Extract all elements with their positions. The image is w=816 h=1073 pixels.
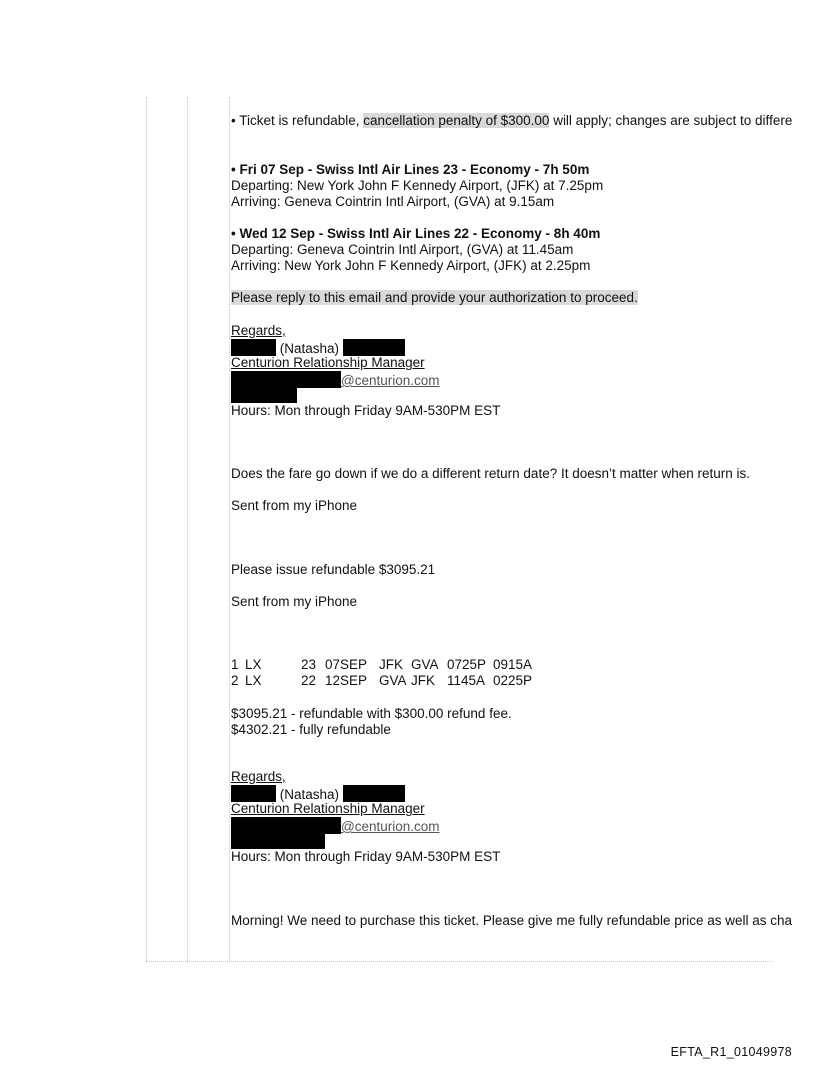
signature2-title: Centurion Relationship Manager (231, 801, 425, 816)
fare-option-refund-fee: $3095.21 - refundable with $300.00 refund fee. (231, 706, 512, 721)
flight1-heading: • Fri 07 Sep - Swiss Intl Air Lines 23 - Economy - 7h 50m (231, 162, 590, 177)
flight1-departing: Departing: New York John F Kennedy Airport, (JFK) at 7.25pm (231, 178, 604, 193)
redaction-block (343, 339, 405, 356)
itinerary-dep: 0725P (447, 657, 487, 672)
authorization-request (231, 290, 638, 306)
redaction-block (231, 387, 297, 403)
sent-from-iphone-1: Sent from my iPhone (231, 498, 358, 513)
flight2-arriving: Arriving: New York John F Kennedy Airport, (JFK) at 2.25pm (231, 258, 591, 273)
redaction-block (231, 817, 341, 834)
refund-note (231, 113, 792, 129)
redaction-block (231, 785, 276, 802)
itinerary-to: JFK (411, 673, 436, 688)
flight2-heading: • Wed 12 Sep - Swiss Intl Air Lines 22 - Economy - 8h 40m (231, 226, 601, 241)
itinerary-arr: 0225P (493, 673, 533, 688)
original-message: Morning! We need to purchase this ticket. Please give me fully refundable price as well as cha (231, 913, 793, 928)
itinerary-from: GVA (379, 673, 407, 688)
itinerary-from: JFK (379, 657, 404, 672)
itinerary-arr: 0915A (493, 657, 533, 672)
redaction-block (343, 785, 405, 802)
sent-from-iphone-2: Sent from my iPhone (231, 594, 358, 609)
itinerary-flight: 23 (301, 657, 317, 672)
itinerary-seq: 2 (231, 673, 239, 688)
thread-gutter-line-2 (187, 97, 188, 961)
reply-issue-refundable: Please issue refundable $3095.21 (231, 562, 436, 577)
itinerary-row (231, 673, 532, 689)
itinerary-to: GVA (411, 657, 439, 672)
signature2-email-link[interactable]: @centurion.com (341, 819, 440, 834)
signature2-name: (Natasha) (276, 787, 343, 802)
signature2-regards: Regards, (231, 769, 286, 784)
signature1-hours: Hours: Mon through Friday 9AM-530PM EST (231, 403, 501, 418)
signature1-name: (Natasha) (276, 341, 343, 356)
signature2-hours: Hours: Mon through Friday 9AM-530PM EST (231, 849, 501, 864)
redaction-block (231, 371, 341, 388)
refund-note-prefix: • Ticket is refundable, (231, 113, 364, 128)
flight2-departing: Departing: Geneva Cointrin Intl Airport, (GVA) at 11.45am (231, 242, 574, 257)
refund-note-highlight: cancellation penalty of $300.00 (363, 113, 550, 128)
itinerary-dep: 1145A (447, 673, 486, 688)
itinerary-airline: LX (245, 657, 262, 672)
redaction-block (231, 833, 325, 849)
itinerary-seq: 1 (231, 657, 239, 672)
thread-gutter-line-3 (229, 97, 230, 961)
signature1-email-link[interactable]: @centurion.com (341, 373, 440, 388)
itinerary-row (231, 657, 532, 673)
itinerary-airline: LX (245, 673, 262, 688)
thread-gutter-line-1 (146, 97, 147, 961)
reply-fare-question: Does the fare go down if we do a different return date? It doesn’t matter when return is. (231, 466, 751, 481)
document-id-footer: EFTA_R1_01049978 (670, 1045, 792, 1059)
flight1-arriving: Arriving: Geneva Cointrin Intl Airport, (GVA) at 9.15am (231, 194, 555, 209)
itinerary-date: 12SEP (325, 673, 368, 688)
email-thread-body (231, 0, 816, 1073)
redaction-block (231, 339, 276, 356)
authorization-request-text: Please reply to this email and provide your authorization to proceed. (231, 290, 638, 305)
itinerary-flight: 22 (301, 673, 317, 688)
fare-option-fully-refundable: $4302.21 - fully refundable (231, 722, 391, 737)
itinerary-date: 07SEP (325, 657, 368, 672)
refund-note-suffix: will apply; changes are subject to differe (549, 113, 793, 128)
signature1-regards: Regards, (231, 323, 286, 338)
signature1-title: Centurion Relationship Manager (231, 355, 425, 370)
